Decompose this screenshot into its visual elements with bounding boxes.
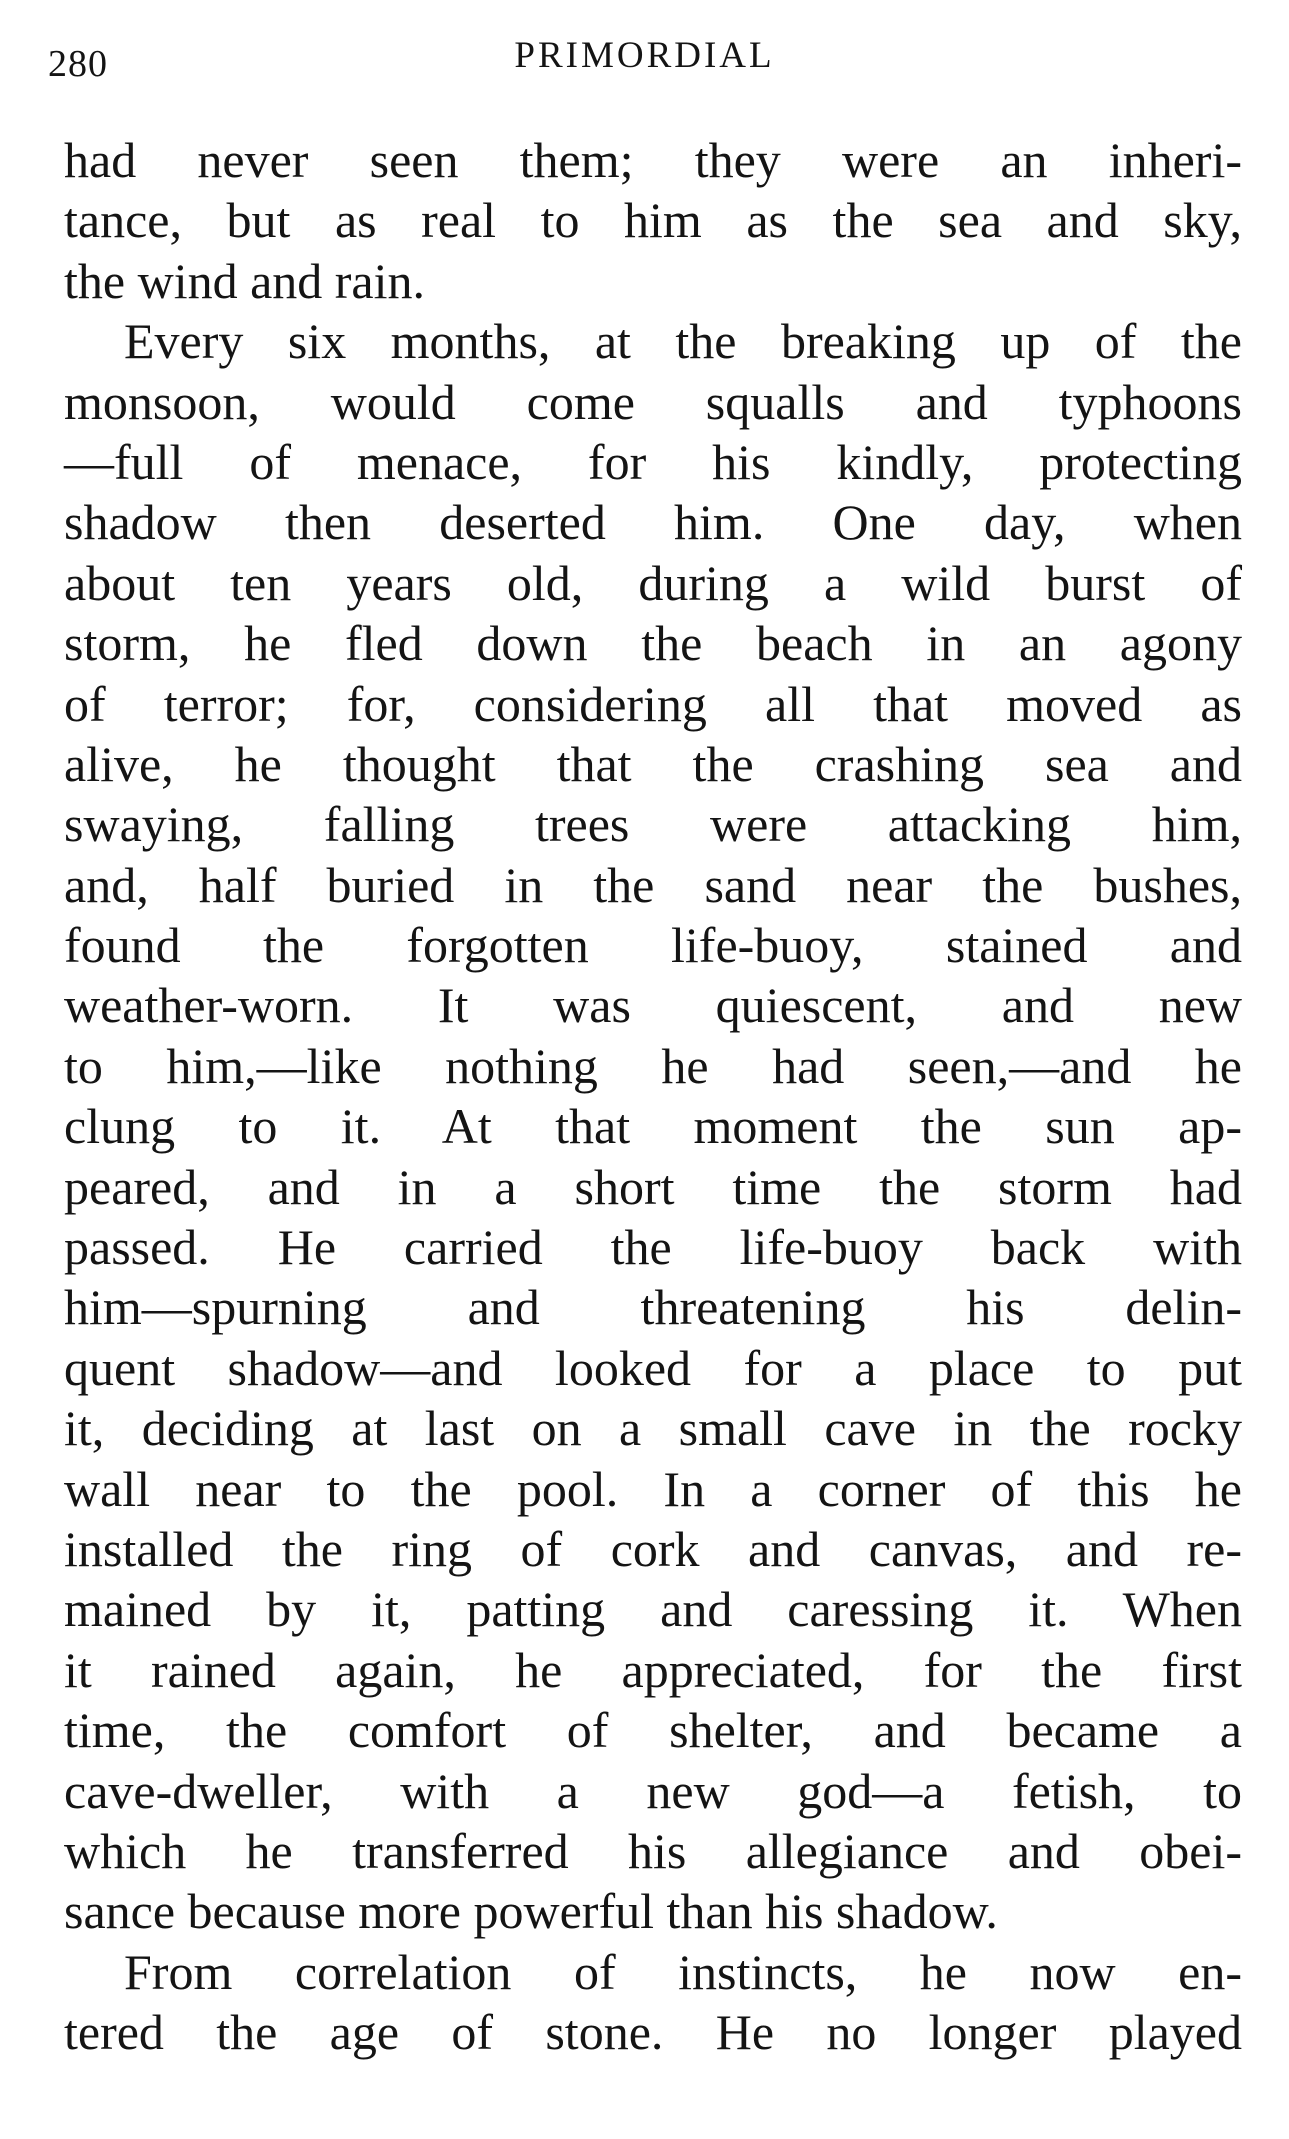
text-line: peared, and in a short time the storm had (64, 1158, 1242, 1215)
running-head (0, 0, 1289, 110)
text-line: passed. He carried the life-buoy back with (64, 1219, 1242, 1276)
text-line: had never seen them; they were an inheri- (64, 132, 1242, 188)
text-line: found the forgotten life-buoy, stained and (64, 917, 1242, 974)
text-line: it, deciding at last on a small cave in the rocky (64, 1400, 1242, 1457)
text-line: swaying, falling trees were attacking him, (64, 796, 1242, 853)
text-line: and, half buried in the sand near the bushes, (64, 856, 1242, 913)
text-line: quent shadow—and looked for a place to put (64, 1339, 1242, 1396)
text-line: to him,—like nothing he had seen,—and he (64, 1037, 1242, 1094)
text-line: Every six months, at the breaking up of the (124, 313, 1242, 370)
body-text (64, 130, 1242, 2063)
text-line: cave-dweller, with a new god—a fetish, to (64, 1762, 1242, 1819)
text-line: weather-worn. It was quiescent, and new (64, 977, 1242, 1034)
text-line: alive, he thought that the crashing sea and (64, 735, 1242, 792)
text-line: storm, he fled down the beach in an agony (64, 615, 1242, 672)
text-line: about ten years old, during a wild burst of (64, 554, 1242, 611)
text-line: shadow then deserted him. One day, when (64, 494, 1242, 551)
text-line: sance because more powerful than his shadow. (64, 1883, 998, 1940)
text-line: which he transferred his allegiance and obei- (64, 1822, 1242, 1879)
text-line: of terror; for, considering all that moved as (64, 675, 1242, 732)
text-line: wall near to the pool. In a corner of this he (64, 1460, 1242, 1517)
text-line: the wind and rain. (64, 252, 426, 309)
text-line: mained by it, patting and caressing it. When (64, 1581, 1242, 1638)
text-line: monsoon, would come squalls and typhoons (64, 373, 1242, 430)
running-title: PRIMORDIAL (514, 35, 775, 76)
text-line: him—spurning and threatening his delin- (64, 1279, 1242, 1336)
page-number: 280 (48, 43, 108, 85)
text-line: tance, but as real to him as the sea and sky, (64, 192, 1242, 249)
text-line: From correlation of instincts, he now en- (124, 1943, 1242, 2000)
text-line: —full of menace, for his kindly, protecting (64, 433, 1242, 490)
text-line: it rained again, he appreciated, for the first (64, 1641, 1242, 1698)
text-line: time, the comfort of shelter, and became a (64, 1702, 1242, 1759)
text-line: installed the ring of cork and canvas, and re- (64, 1520, 1242, 1577)
text-line: clung to it. At that moment the sun ap- (64, 1098, 1242, 1155)
text-line: tered the age of stone. He no longer played (64, 2004, 1242, 2061)
